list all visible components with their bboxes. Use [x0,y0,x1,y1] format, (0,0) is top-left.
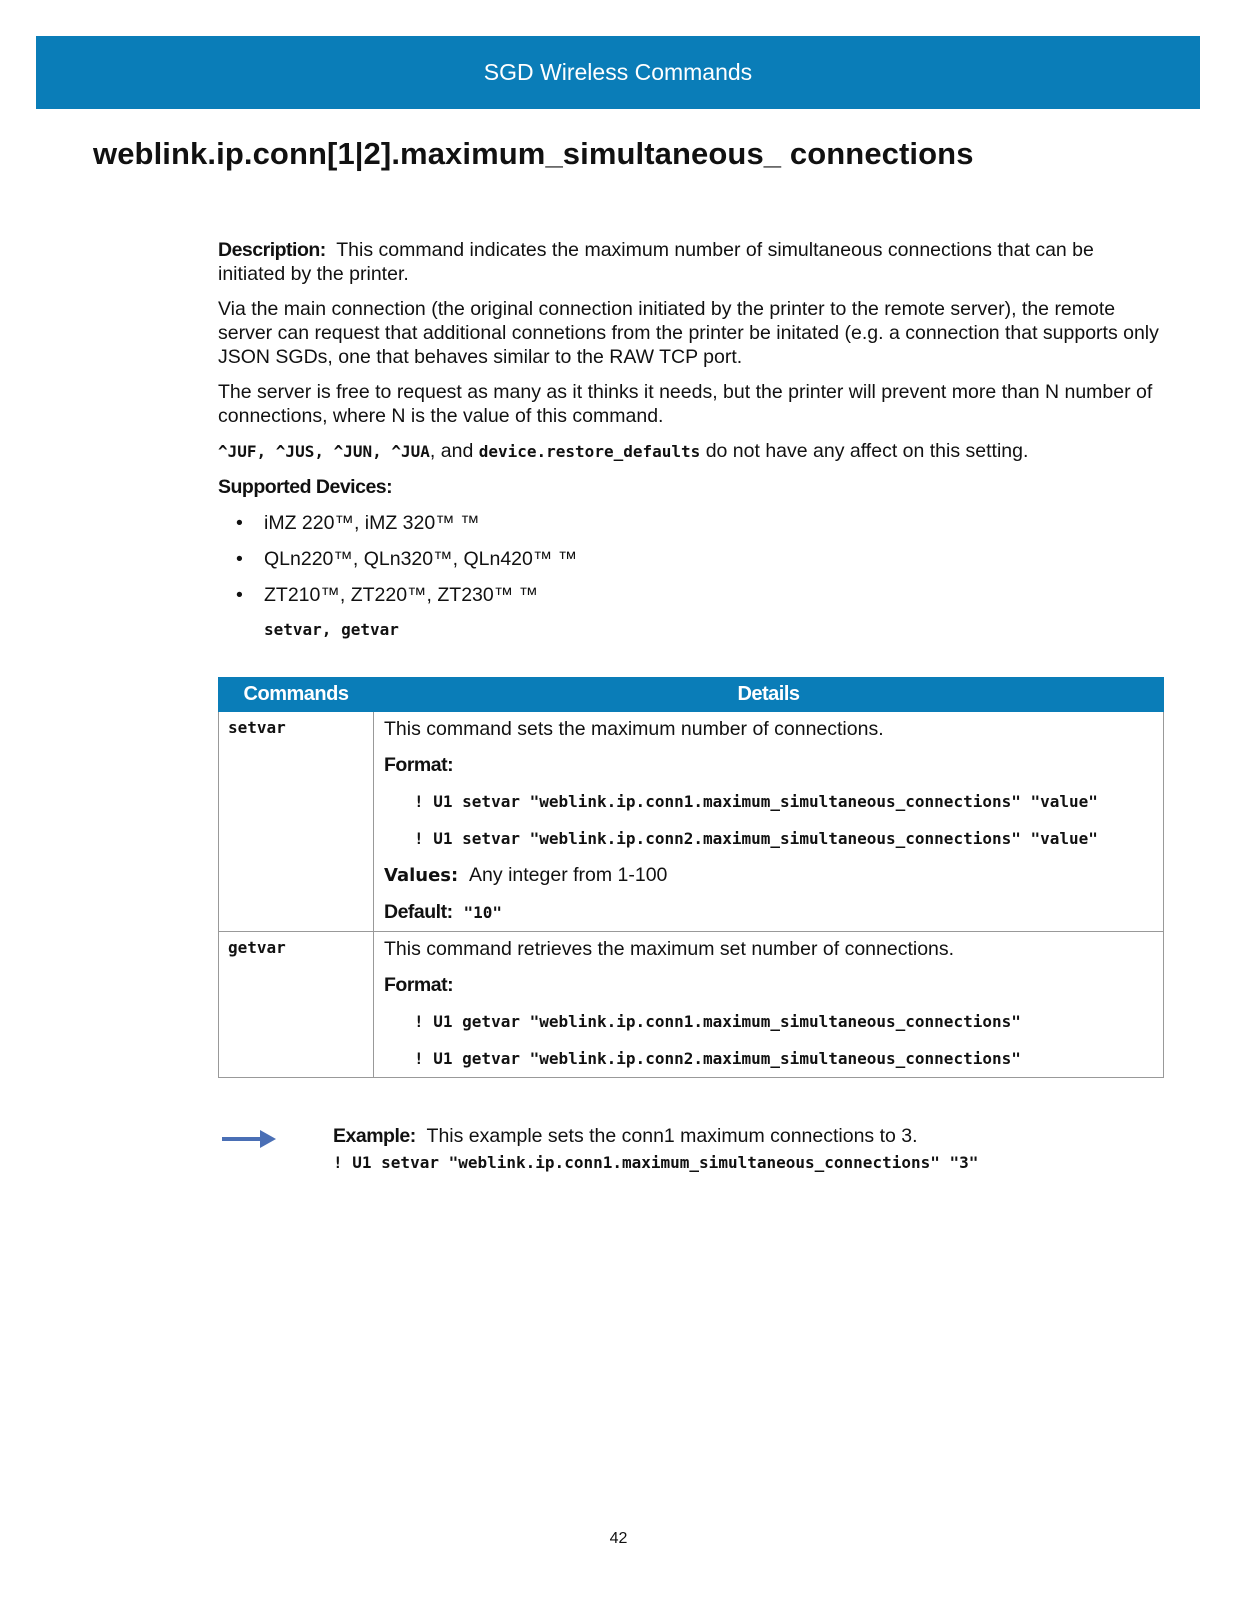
command-cell: getvar [219,932,374,1078]
table-header-row [219,678,1164,712]
format-label: Format: [384,754,454,776]
details-column-header: Details [374,678,1164,712]
default-line: Default: "10" [384,901,502,923]
commands-column-header: Commands [219,678,374,712]
and-text: , and [429,440,479,462]
list-item: • iMZ 220™, iMZ 320™ ™ [236,512,480,534]
page-number: 42 [609,1530,628,1547]
format-label: Format: [384,974,454,996]
command-description: This command retrieves the maximum set number of connections. [384,938,955,960]
values-line: Values: Any integer from 1-100 [384,864,668,886]
format-code: ! U1 setvar "weblink.ip.conn2.maximum_simultaneous_connections" "value" [414,829,1098,848]
format-code: ! U1 setvar "weblink.ip.conn1.maximum_simultaneous_connections" "value" [414,792,1098,811]
table-row [219,712,1164,932]
banner-title: SGD Wireless Commands [483,59,753,85]
command-description: This command sets the maximum number of connections. [384,718,884,740]
description-paragraph-4 [218,439,1160,464]
list-item: • QLn220™, QLn320™, QLn420™ ™ [236,548,578,570]
page-title: weblink.ip.conn[1|2].maximum_simultaneous_ connections [93,136,974,171]
table-row [219,932,1164,1078]
bullet-icon: • [236,548,243,570]
supported-devices-label: Supported Devices: [218,476,393,498]
description-text: This command indicates the maximum number of simultaneous connections that can be initiated by the printer. [218,239,1094,285]
supported-devices-list [218,511,1160,607]
details-cell [374,932,1164,1078]
description-paragraph [218,238,1160,286]
bullet-icon: • [236,584,243,606]
description-paragraph-2: Via the main connection (the original connection initiated by the printer to the remote server), the remote server can request that additional connetions from the printer be initated (e.g. a connection that supports only JSON SGDs, one that behaves similar to the RAW TCP port. [218,298,1159,368]
bullet-icon: • [236,512,243,534]
description-section [218,238,1160,642]
supported-commands: setvar, getvar [264,620,399,639]
command-cell: setvar [219,712,374,932]
description-paragraph-3: The server is free to request as many as it thinks it needs, but the printer will prevent more than N number of connections, where N is the value of this command. [218,381,1153,427]
example-section [333,1124,978,1175]
header-banner [36,36,1200,109]
format-code: ! U1 getvar "weblink.ip.conn1.maximum_simultaneous_connections" [414,1012,1021,1031]
example-label: Example: [333,1125,416,1147]
affect-text: do not have any affect on this setting. [700,440,1029,462]
ju-commands-code: ^JUF, ^JUS, ^JUN, ^JUA [218,442,430,461]
example-code: ! U1 setvar "weblink.ip.conn1.maximum_simultaneous_connections" "3" [333,1153,979,1172]
format-code: ! U1 getvar "weblink.ip.conn2.maximum_simultaneous_connections" [414,1049,1021,1068]
arrow-right-icon [220,1128,278,1150]
example-line [333,1124,978,1148]
list-item: • ZT210™, ZT220™, ZT230™ ™ [236,584,539,606]
restore-defaults-code: device.restore_defaults [478,442,701,461]
example-text: This example sets the conn1 maximum connections to 3. [426,1125,918,1147]
commands-table [218,677,1164,1078]
details-cell [374,712,1164,932]
description-label: Description: [218,239,326,261]
